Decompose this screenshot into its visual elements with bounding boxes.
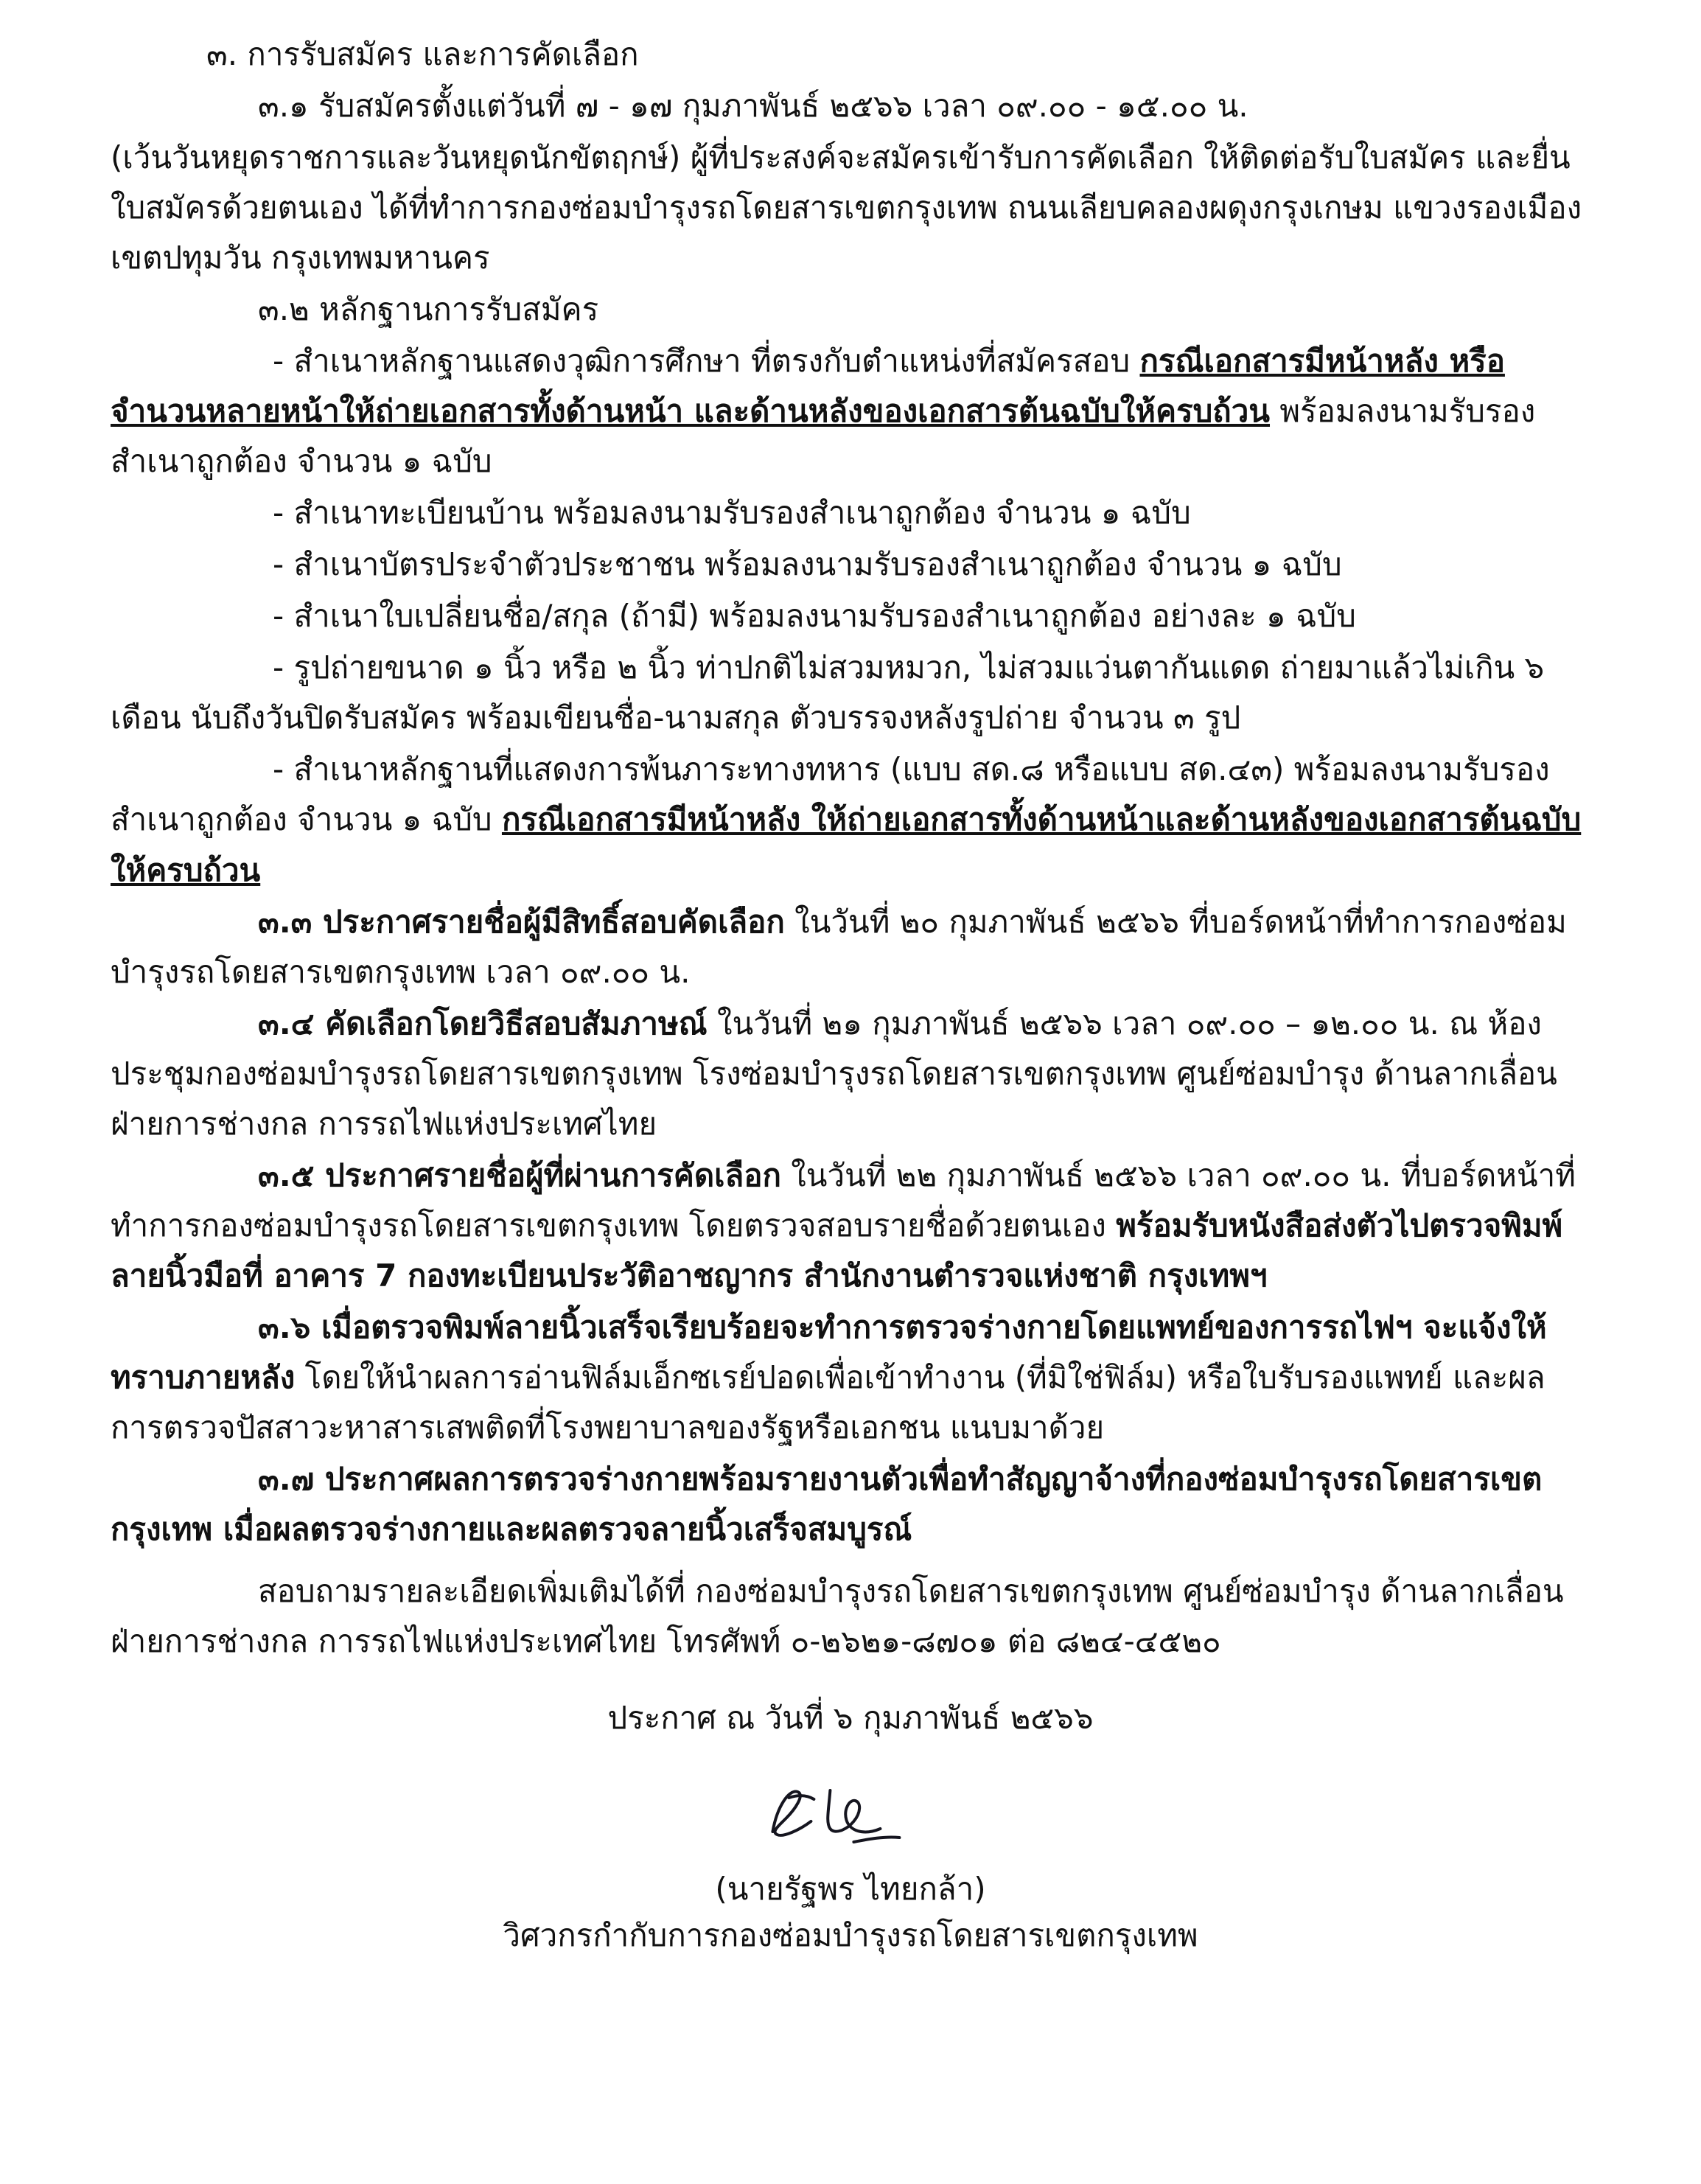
announcement-date: ประกาศ ณ วันที่ ๖ กุมภาพันธ์ ๒๕๖๖	[607, 1700, 1094, 1736]
item-6-text-emphasis: กรณีเอกสารมีหน้าหลัง ให้ถ่ายเอกสารทั้งด้านหน้าและด้านหลังของเอกสารต้นฉบับให้ครบถ้วน	[111, 801, 1582, 888]
paragraph-3-7-text: ๓.๗ ประกาศผลการตรวจร่างกายพร้อมรายงานตัวเพื่อทำสัญญาจ้างที่กองซ่อมบำรุงรถโดยสารเขตกรุงเทพ เมื่อผลตรวจร่างกายและผลตรวจลายนิ้วเสร็จสมบูรณ์	[111, 1460, 1543, 1547]
paragraph-3-3	[111, 897, 1590, 997]
paragraph-3-2-item-6	[111, 744, 1590, 895]
paragraph-3-2-item-3: - สำเนาบัตรประจำตัวประชาชน พร้อมลงนามรับรองสำเนาถูกต้อง จำนวน ๑ ฉบับ	[273, 546, 1342, 583]
paragraph-3-3-label: ๓.๓ ประกาศรายชื่อผู้มีสิทธิ์สอบคัดเลือก	[258, 903, 785, 940]
signature-icon	[743, 1777, 935, 1858]
paragraph-3-2-item-4: - สำเนาใบเปลี่ยนชื่อ/สกุล (ถ้ามี) พร้อมลงนามรับรองสำเนาถูกต้อง อย่างละ ๑ ฉบับ	[273, 598, 1356, 635]
paragraph-3-7	[111, 1454, 1590, 1555]
paragraph-3-2-heading: ๓.๒ หลักฐานการรับสมัคร	[258, 291, 599, 328]
paragraph-3-5-emphasis: พร้อมรับหนังสือส่งตัวไปตรวจพิมพ์ลายนิ้วมือที่ อาคาร 7 กองทะเบียนประวัติอาชญากร สำนักงานตำรวจแห่งชาติ กรุงเทพฯ	[111, 1207, 1563, 1294]
paragraph-3-5-label: ๓.๕ ประกาศรายชื่อผู้ที่ผ่านการคัดเลือก	[258, 1156, 781, 1193]
signature-area	[111, 1777, 1590, 1866]
paragraph-3-4	[111, 999, 1590, 1149]
item-1-text-pre: - สำเนาหลักฐานแสดงวุฒิการศึกษา ที่ตรงกับตำแหน่งที่สมัครสอบ	[273, 343, 1140, 380]
paragraph-3-3-text: ในวันที่ ๒๐ กุมภาพันธ์ ๒๕๖๖ ที่บอร์ดหน้าที่ทำการกองซ่อมบำรุงรถโดยสารเขตกรุงเทพ เวลา ๐๙.๐๐ น.	[111, 903, 1567, 990]
paragraph-3-2-item-5: - รูปถ่ายขนาด ๑ นิ้ว หรือ ๒ นิ้ว ท่าปกติไม่สวมหมวก, ไม่สวมแว่นตากันแดด ถ่ายมาแล้วไม่เกิน ๖ เดือน นับถึงวันปิดรับสมัคร พร้อมเขียนชื่อ-นามสกุล ตัวบรรจงหลังรูปถ่าย จำนวน ๓ รูป	[111, 649, 1545, 736]
item-1-text-emphasis: กรณีเอกสารมีหน้าหลัง หรือจำนวนหลายหน้าให้ถ่ายเอกสารทั้งด้านหน้า และด้านหลังของเอกสารต้นฉบับให้ครบถ้วน	[111, 343, 1505, 430]
document-body	[111, 29, 1590, 1958]
item-1-text-post: พร้อมลงนามรับรองสำเนาถูกต้อง จำนวน ๑ ฉบับ	[111, 393, 1536, 480]
contact-paragraph: สอบถามรายละเอียดเพิ่มเติมได้ที่ กองซ่อมบำรุงรถโดยสารเขตกรุงเทพ ศูนย์ซ่อมบำรุง ด้านลากเลื่อน ฝ่ายการช่างกล การรถไฟแห่งประเทศไทย โทรศัพท์ ๐-๒๖๒๑-๘๗๐๑ ต่อ ๘๒๔-๔๕๒๐	[111, 1572, 1564, 1659]
signature-block	[111, 1777, 1590, 1958]
paragraph-3-4-text: ในวันที่ ๒๑ กุมภาพันธ์ ๒๕๖๖ เวลา ๐๙.๐๐ – ๑๒.๐๐ น. ณ ห้องประชุมกองซ่อมบำรุงรถโดยสารเขตกรุงเทพ โรงซ่อมบำรุงรถโดยสารเขตกรุงเทพ ศูนย์ซ่อมบำรุง ด้านลากเลื่อน ฝ่ายการช่างกล การรถไฟแห่งประเทศไทย	[111, 1005, 1557, 1142]
paragraph-3-2-item-1	[111, 336, 1590, 486]
paragraph-3-2-item-2: - สำเนาทะเบียนบ้าน พร้อมลงนามรับรองสำเนาถูกต้อง จำนวน ๑ ฉบับ	[273, 495, 1191, 531]
paragraph-3-6	[111, 1302, 1590, 1453]
paragraph-3-1-line1: ๓.๑ รับสมัครตั้งแต่วันที่ ๗ - ๑๗ กุมภาพันธ์ ๒๕๖๖ เวลา ๐๙.๐๐ - ๑๕.๐๐ น.	[258, 88, 1248, 125]
paragraph-3-6-label: ๓.๖ เมื่อตรวจพิมพ์ลายนิ้วเสร็จเรียบร้อยจะทำการตรวจร่างกายโดยแพทย์ของการรถไฟฯ จะแจ้งให้ทราบภายหลัง	[111, 1308, 1547, 1395]
paragraph-3-5-text: ในวันที่ ๒๒ กุมภาพันธ์ ๒๕๖๖ เวลา ๐๙.๐๐ น. ที่บอร์ดหน้าที่ทำการกองซ่อมบำรุงรถโดยสารเขตกรุงเทพ โดยตรวจสอบรายชื่อด้วยตนเอง	[111, 1156, 1576, 1243]
signer-name: (นายรัฐพร ไทยกล้า)	[715, 1871, 986, 1908]
section-heading: ๓. การรับสมัคร และการคัดเลือก	[206, 36, 639, 72]
paragraph-3-4-label: ๓.๔ คัดเลือกโดยวิธีสอบสัมภาษณ์	[258, 1005, 708, 1042]
paragraph-3-1-body: (เว้นวันหยุดราชการและวันหยุดนักขัตฤกษ์) ผู้ที่ประสงค์จะสมัครเข้ารับการคัดเลือก ให้ติดต่อรับใบสมัคร และยื่นใบสมัครด้วยตนเอง ได้ที่ทำการกองซ่อมบำรุงรถโดยสารเขตกรุงเทพ ถนนเลียบคลองผดุงกรุงเกษม แขวงรองเมือง เขตปทุมวัน กรุงเทพมหานคร	[111, 139, 1582, 276]
paragraph-3-6-text: โดยให้นำผลการอ่านฟิล์มเอ็กซเรย์ปอดเพื่อเข้าทำงาน (ที่มิใช่ฟิล์ม) หรือใบรับรองแพทย์ และผลการตรวจปัสสาวะหาสารเสพติดที่โรงพยาบาลของรัฐหรือเอกชน แนบมาด้วย	[111, 1358, 1545, 1445]
paragraph-3-5	[111, 1151, 1590, 1301]
item-6-text-pre: - สำเนาหลักฐานที่แสดงการพ้นภาระทางทหาร (แบบ สด.๘ หรือแบบ สด.๔๓) พร้อมลงนามรับรองสำเนาถูกต้อง จำนวน ๑ ฉบับ	[111, 751, 1550, 838]
signer-title: วิศวกรกำกับการกองซ่อมบำรุงรถโดยสารเขตกรุงเทพ	[503, 1917, 1198, 1954]
